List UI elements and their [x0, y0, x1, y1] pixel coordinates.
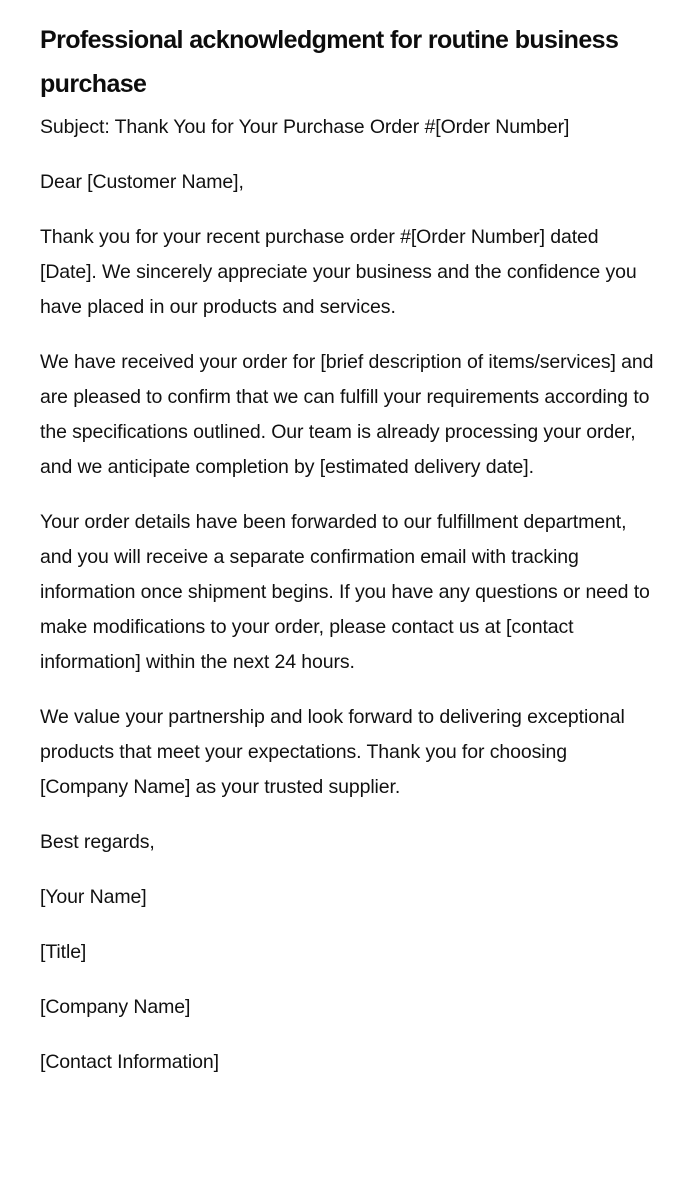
document-title: Professional acknowledgment for routine business purchase — [40, 26, 619, 98]
body-paragraph-2: We have received your order for [brief description of items/services] and are pleased to confirm that we can fulfill your requirements according to the specifications outlined. Our team is already processing your order, and we anticipate completion by [estimated delivery date]. — [40, 351, 654, 478]
signature-contact: [Contact Information] — [40, 1051, 219, 1073]
body-paragraph-3: Your order details have been forwarded to our fulfillment department, and you will receive a separate confirmation email with tracking information once shipment begins. If you have any questions or need to make modifications to your order, please contact us at [contact information] within the next 24 hours. — [40, 511, 650, 673]
signature-company: [Company Name] — [40, 996, 191, 1018]
signature-title: [Title] — [40, 941, 87, 963]
body-paragraph-4: We value your partnership and look forward to delivering exceptional products that meet your expectations. Thank you for choosing [Company Name] as your trusted supplier. — [40, 706, 625, 798]
subject-line: Subject: Thank You for Your Purchase Order #[Order Number] — [40, 116, 570, 138]
salutation: Dear [Customer Name], — [40, 171, 244, 193]
signature-name: [Your Name] — [40, 886, 147, 908]
closing: Best regards, — [40, 831, 155, 853]
body-paragraph-1: Thank you for your recent purchase order #[Order Number] dated [Date]. We sincerely appreciate your business and the confidence you have placed in our products and services. — [40, 226, 637, 318]
